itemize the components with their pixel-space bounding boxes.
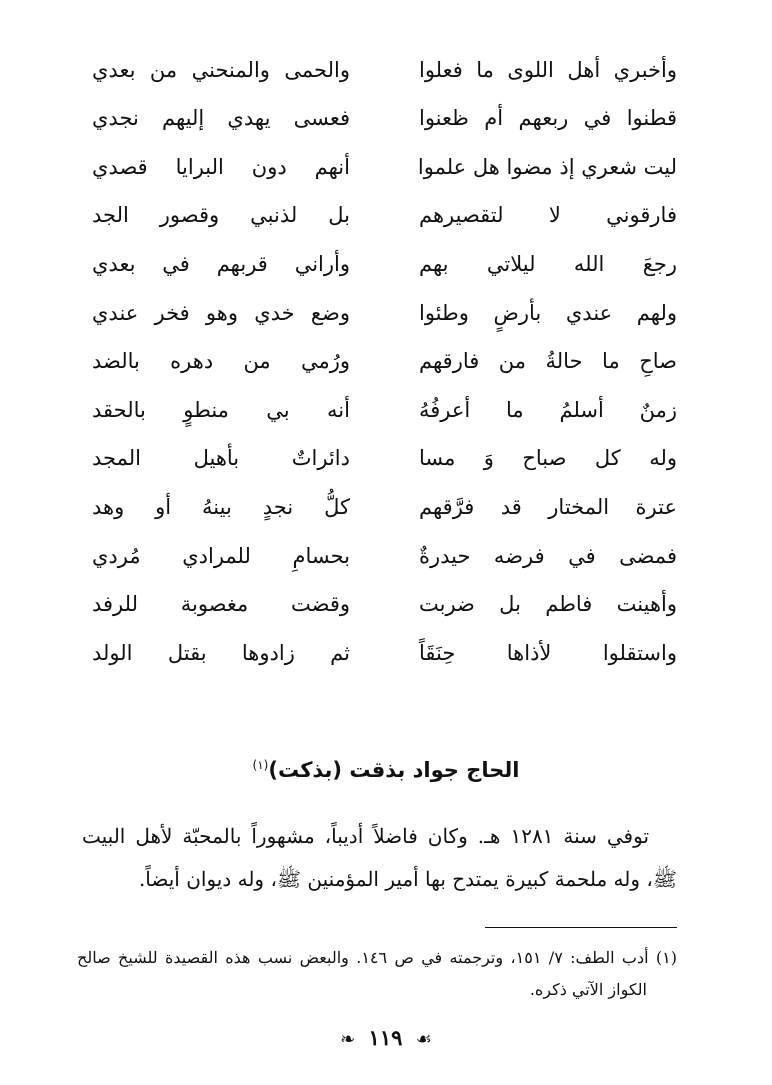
footnote-divider <box>485 927 677 928</box>
verse-first-hemistich: ولهم عندي بأرضٍ وطئوا <box>419 300 677 325</box>
verse-second-hemistich: دائراتٌ بأهيل المجد <box>92 446 350 471</box>
verse-first-hemistich: فارقوني لا لتقصيرهم <box>419 203 677 228</box>
verse-row <box>92 483 677 532</box>
verse-first-hemistich: عترة المختار قد فرَّقهم <box>419 495 677 520</box>
verse-first-hemistich: فمضى في فرضه حيدرةٌ <box>419 543 677 568</box>
footnote-line-1: (١) أدب الطف: ٧/ ١٥١، وترجمته في ص ١٤٦. والبعض نسب هذه القصيدة للشيخ صالح <box>77 948 678 967</box>
page-number-value: ١١٩ <box>368 1025 403 1050</box>
footnote-line-2: الكواز الآتي ذكره. <box>529 980 647 999</box>
verse-second-hemistich: ثم زادوها بقتل الولد <box>92 640 350 665</box>
verse-second-hemistich: وضع خدي وهو فخر عندي <box>92 300 350 325</box>
verse-first-hemistich: ليت شعري إذ مضوا هل علموا <box>417 154 677 179</box>
verse-row <box>92 240 677 289</box>
verse-second-hemistich: بل لذنبي وقصور الجد <box>92 203 350 228</box>
verse-second-hemistich: والحمى والمنحني من بعدي <box>92 57 350 82</box>
verse-first-hemistich: وله كل صباح وَ مسا <box>419 446 677 471</box>
verse-row <box>92 532 677 581</box>
page-number <box>0 1025 772 1050</box>
poem-block <box>92 46 677 678</box>
verse-first-hemistich: وأهينت فاطم بل ضربت <box>419 592 677 617</box>
verse-row <box>92 289 677 338</box>
verse-first-hemistich: واستقلوا لأذاها حِنَقَاً <box>419 640 677 665</box>
verse-second-hemistich: أنه بي منطوٍ بالحقد <box>92 397 350 422</box>
verse-row <box>92 581 677 630</box>
verse-row <box>92 46 677 95</box>
verse-first-hemistich: رجعَ الله ليلاتي بهم <box>419 252 677 277</box>
heading-title: الحاج جواد بذقت (بذكت) <box>268 758 520 782</box>
verse-row <box>92 629 677 678</box>
left-ornament-icon: ❧ <box>340 1029 356 1050</box>
section-heading <box>0 758 772 782</box>
footnote-reference: (١) <box>252 758 269 772</box>
right-ornament-icon: ☙ <box>415 1029 432 1050</box>
verse-second-hemistich: فعسى يهدي إليهم نجدي <box>92 106 350 131</box>
verse-second-hemistich: أنهم دون البرايا قصدي <box>92 154 350 179</box>
verse-row <box>92 338 677 387</box>
verse-first-hemistich: وأخبري أهل اللوى ما فعلوا <box>419 57 677 82</box>
verse-second-hemistich: وقضت مغصوبة للرفد <box>92 592 350 617</box>
biography-line-2: ﷺ، وله ملحمة كبيرة يمتدح بها أمير المؤمنين ﷺ، وله ديوان أيضاً. <box>138 867 677 891</box>
footnote <box>77 942 677 1006</box>
verse-second-hemistich: ورُمي من دهره بالضد <box>92 349 350 374</box>
verse-second-hemistich: كلُّ نجدٍ بينهُ أو وهد <box>92 495 350 520</box>
verse-row <box>92 435 677 484</box>
verse-second-hemistich: وأراني قربهم في بعدي <box>92 252 350 277</box>
biography-line-1: توفي سنة ١٢٨١ هـ. وكان فاضلاً أديباً، مشهوراً بالمحبّة لأهل البيت <box>82 824 650 848</box>
verse-row <box>92 95 677 144</box>
biography-paragraph <box>82 815 677 901</box>
verse-row <box>92 192 677 241</box>
verse-first-hemistich: زمنٌ أسلمُ ما أعرفُهُ <box>419 397 677 422</box>
verse-first-hemistich: صاحِ ما حالةُ من فارقهم <box>419 349 677 374</box>
verse-row <box>92 386 677 435</box>
verse-second-hemistich: بحسامِ للمرادي مُردي <box>92 543 350 568</box>
verse-first-hemistich: قطنوا في ربعهم أم ظعنوا <box>419 106 677 131</box>
verse-row <box>92 143 677 192</box>
